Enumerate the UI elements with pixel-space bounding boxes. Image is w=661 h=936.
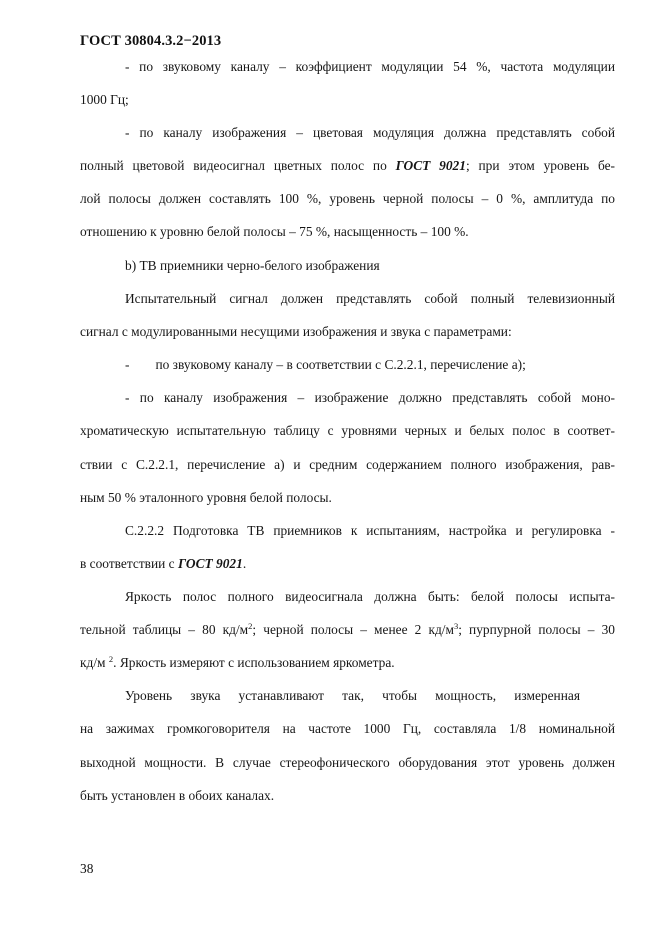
text-span: кд/м [80, 655, 109, 670]
text-line [80, 556, 246, 572]
text-span: - по каналу изображения – цветовая модуляция должна представлять собой [125, 125, 615, 140]
text-line [80, 755, 615, 771]
text-span: . [242, 556, 247, 571]
text-line [80, 423, 615, 439]
text-span: С.2.2.2 Подготовка ТВ приемников к испытаниям, настройка и регулировка - [125, 523, 615, 538]
text-span: на зажимах громкоговорителя на частоте 1000 Гц, составляла 1/8 номинальной [80, 721, 615, 736]
text-line [80, 224, 469, 240]
list-dash: - [125, 357, 130, 372]
text-span: сигнал с модулированными несущими изображения и звука с параметрами: [80, 324, 512, 339]
text-line [80, 655, 395, 671]
text-span: 1000 Гц; [80, 92, 129, 107]
section-heading [125, 258, 380, 274]
page-number: 38 [80, 861, 94, 876]
text-line [125, 125, 615, 141]
text-span: - по звуковому каналу – коэффициент модуляции 54 %, частота модуляции [125, 59, 615, 74]
text-span: ; черной полосы – менее 2 кд/м [252, 622, 454, 637]
text-line [125, 589, 615, 605]
text-span: - по каналу изображения – изображение должно представлять собой моно- [125, 390, 615, 405]
superscript: 2 [108, 654, 114, 664]
text-span: ным 50 % эталонного уровня белой полосы. [80, 490, 332, 505]
text-span: Уровень звука устанавливают так, чтобы мощность, измеренная [125, 688, 580, 703]
text-line [80, 191, 615, 207]
text-line [125, 59, 615, 75]
text-span: b) ТВ приемники черно-белого изображения [125, 258, 380, 273]
text-line [125, 688, 580, 704]
text-span: полный цветовой видеосигнал цветных полос по [80, 158, 396, 173]
text-span: тельной таблицы – 80 кд/м [80, 622, 249, 637]
text-line [80, 158, 615, 174]
text-span: Испытательный сигнал должен представлять собой полный телевизионный [125, 291, 615, 306]
text-span: хроматическую испытательную таблицу с уровнями черных и белых полос в соответ- [80, 423, 615, 438]
text-line [125, 357, 526, 373]
text-line [80, 490, 332, 506]
text-line [80, 788, 274, 804]
superscript: 2 [248, 621, 253, 631]
text-span: по звуковому каналу – в соответствии с С.2.2.1, перечисление а); [155, 357, 526, 372]
text-line [125, 291, 615, 307]
text-line [80, 92, 129, 108]
text-span: быть установлен в обоих каналах. [80, 788, 275, 803]
document-header: ГОСТ 30804.3.2−2013 [80, 33, 222, 49]
text-line [125, 390, 615, 406]
text-span: выходной мощности. В случае стереофонического оборудования этот уровень должен [80, 755, 615, 770]
text-line [80, 721, 615, 737]
text-span: в соответствии с [80, 556, 178, 571]
text-span: Яркость полос полного видеосигнала должна быть: белой полосы испыта- [125, 589, 615, 604]
text-span: отношению к уровню белой полосы – 75 %, насыщенность – 100 %. [80, 224, 469, 239]
text-span: ствии с С.2.2.1, перечисление а) и средним содержанием полного изображения, рав- [80, 457, 615, 472]
text-line [80, 622, 615, 638]
superscript: 3 [453, 621, 459, 631]
text-span: ; при этом уровень бе- [465, 158, 615, 173]
standard-reference: ГОСТ 9021 [177, 556, 243, 571]
text-line [125, 523, 615, 539]
text-span: ; пурпурной полосы – 30 [458, 622, 615, 637]
standard-reference: ГОСТ 9021 [395, 158, 466, 173]
text-line [80, 457, 615, 473]
text-line [80, 324, 512, 340]
text-span: лой полосы должен составлять 100 %, уровень черной полосы – 0 %, амплитуда по [80, 191, 615, 206]
text-span: . Яркость измеряют с использованием яркометра. [113, 655, 395, 670]
